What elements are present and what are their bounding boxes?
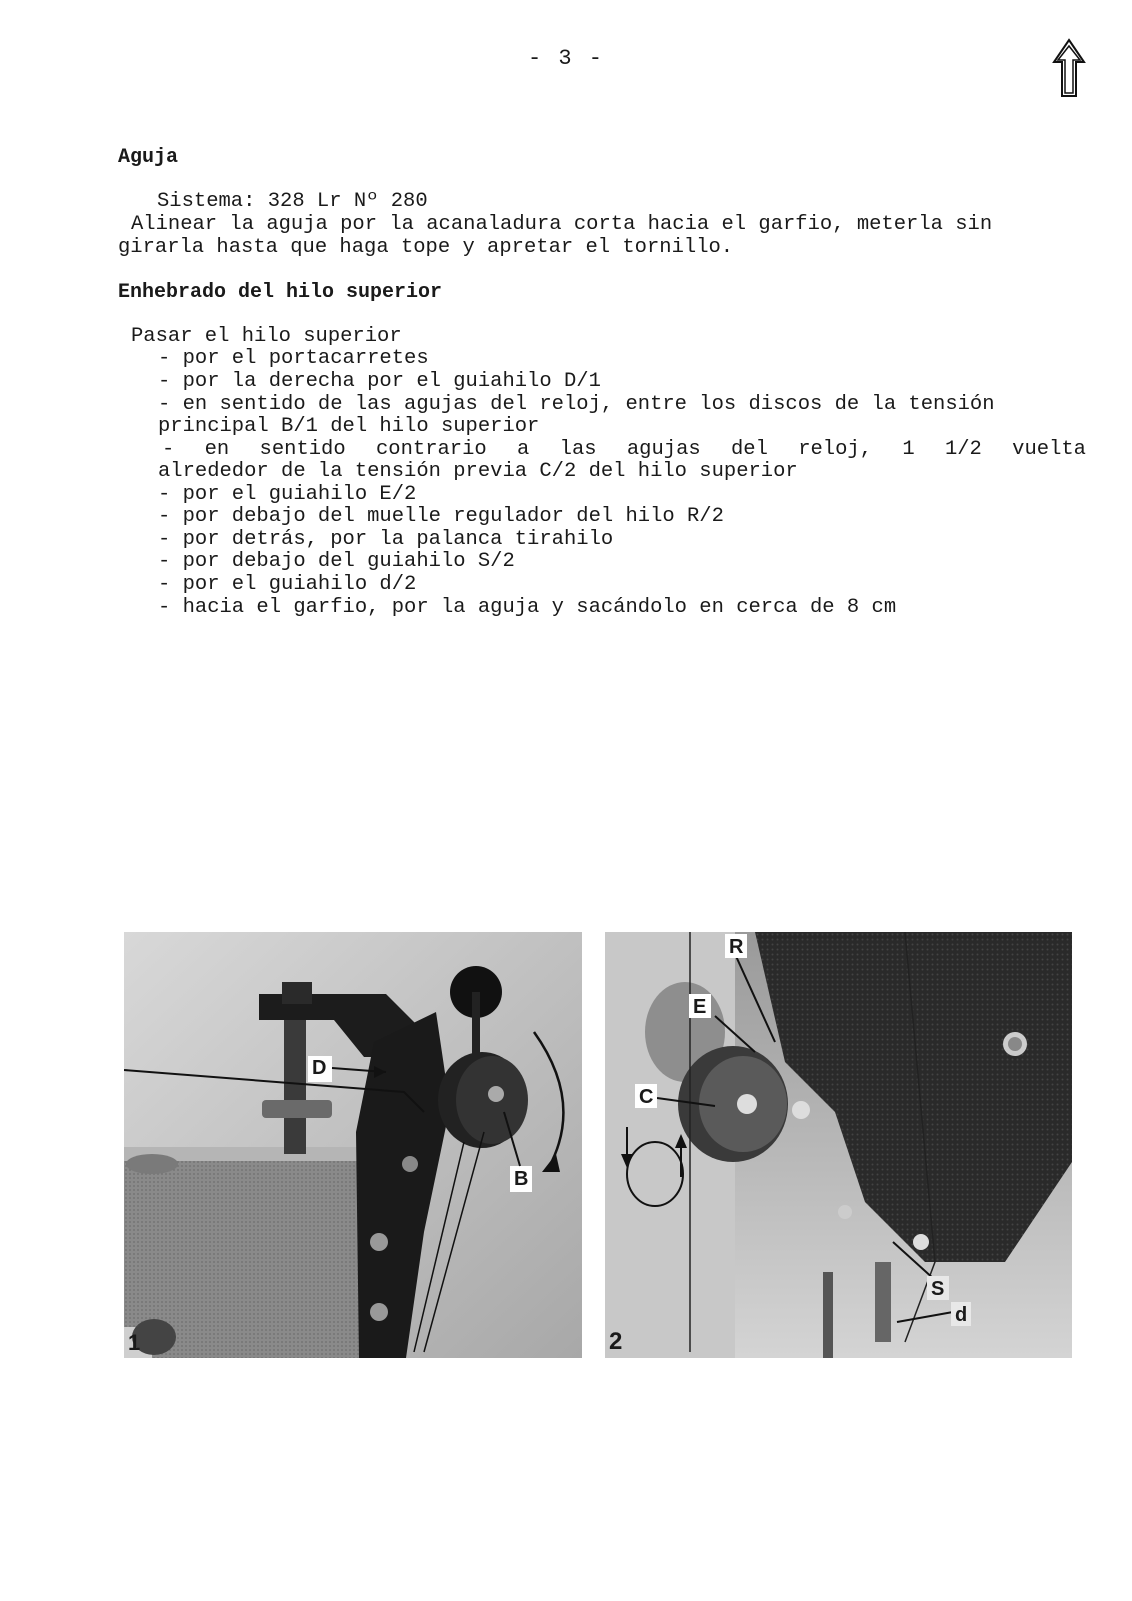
- label-d: D: [312, 1057, 327, 1079]
- section-title-threading: Enhebrado del hilo superior: [118, 281, 443, 304]
- label-e: E: [693, 996, 707, 1018]
- figure-number-1: 1: [128, 1330, 141, 1355]
- figure-number-2: 2: [609, 1328, 623, 1355]
- figure-2-photo: [605, 932, 1072, 1358]
- threading-step: - en sentido de las agujas del reloj, entre los discos de la tensión: [158, 393, 995, 416]
- label-r: R: [729, 936, 744, 958]
- threading-step: - por la derecha por el guiahilo D/1: [158, 370, 601, 393]
- threading-step: - por el portacarretes: [158, 347, 429, 370]
- threading-step: - por el guiahilo E/2: [158, 483, 417, 506]
- label-c: C: [639, 1086, 654, 1108]
- threading-step: - por detrás, por la palanca tirahilo: [158, 528, 614, 551]
- threading-step: principal B/1 del hilo superior: [158, 415, 540, 438]
- aguja-text-line-1: Alinear la aguja por la acanaladura corta hacia el garfio, meterla sin: [131, 213, 993, 236]
- aguja-text-line-2: girarla hasta que haga tope y apretar el tornillo.: [118, 236, 734, 259]
- threading-step: - por debajo del guiahilo S/2: [158, 550, 515, 573]
- threading-step: - hacia el garfio, por la aguja y sacándolo en cerca de 8 cm: [158, 596, 897, 619]
- page-number: - 3 -: [527, 46, 604, 71]
- label-d-small: d: [955, 1304, 968, 1326]
- label-s: S: [931, 1278, 945, 1300]
- threading-step: - por debajo del muelle regulador del hilo R/2: [158, 505, 724, 528]
- section-title-aguja: Aguja: [118, 146, 179, 169]
- up-arrow-icon[interactable]: [1052, 38, 1086, 100]
- threading-intro: Pasar el hilo superior: [131, 325, 402, 348]
- threading-step: - por el guiahilo d/2: [158, 573, 417, 596]
- threading-step-justified: - en sentido contrario a las agujas del reloj, 1 1/2 vuelta: [162, 438, 1086, 461]
- threading-step: alrededor de la tensión previa C/2 del hilo superior: [158, 460, 798, 483]
- figure-1-photo: [124, 932, 582, 1358]
- system-line: Sistema: 328 Lr Nº 280: [157, 190, 428, 213]
- label-b: B: [514, 1168, 529, 1190]
